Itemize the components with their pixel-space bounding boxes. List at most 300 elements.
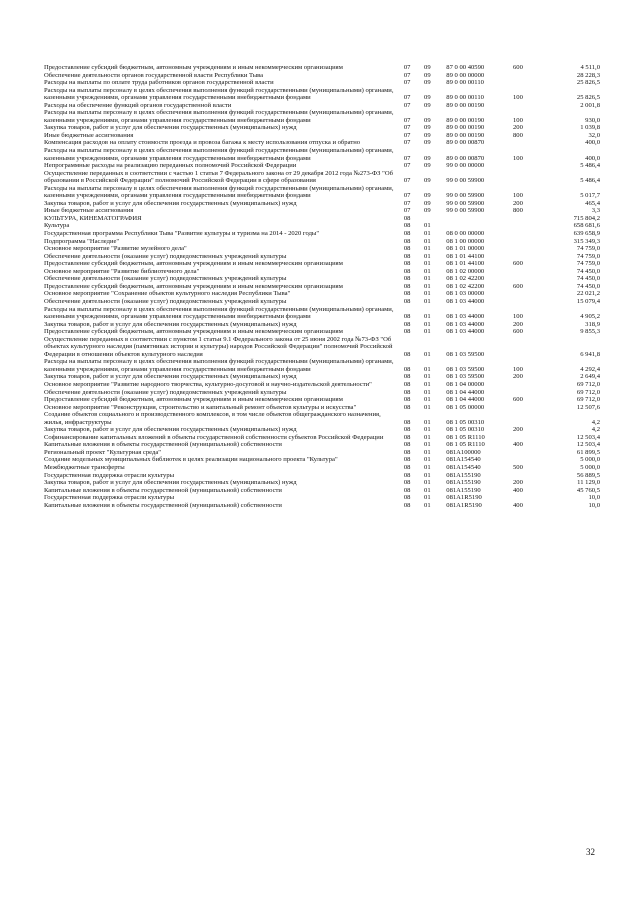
row-section: 08 bbox=[403, 388, 411, 396]
row-amount: 10,0 bbox=[588, 494, 600, 502]
row-section: 08 bbox=[403, 426, 411, 434]
row-target-article: 08 1 05 00310 bbox=[446, 418, 485, 426]
table-row bbox=[44, 336, 604, 359]
row-subsection: 01 bbox=[424, 388, 431, 396]
row-subsection: 01 bbox=[424, 479, 431, 487]
budget-document bbox=[44, 64, 604, 509]
row-expense-type bbox=[513, 381, 543, 389]
row-subsection: 01 bbox=[424, 290, 431, 298]
row-description: Закупка товаров, работ и услуг для обеспечения государственных (муниципальных) нужд bbox=[44, 479, 297, 487]
row-amount: 25 826,5 bbox=[576, 79, 600, 87]
row-description: Расходы на выплаты персоналу в целях обеспечения выполнения функций государственными (муниципальными) органами, казенными учреждениями, органами управления государственными внебюджетными фондами bbox=[44, 147, 394, 162]
row-section: 07 bbox=[403, 177, 411, 185]
row-target-article: 081A154540 bbox=[446, 463, 481, 471]
row-description: Закупка товаров, работ и услуг для обеспечения государственных (муниципальных) нужд bbox=[44, 124, 297, 132]
row-description: Непрограммные расходы на реализацию переданных полномочий Российской Федерации bbox=[44, 162, 297, 170]
row-expense-type: 100 bbox=[512, 313, 523, 321]
row-amount: 4,2 bbox=[591, 426, 600, 434]
row-subsection: 01 bbox=[424, 350, 431, 358]
row-section: 07 bbox=[403, 199, 411, 207]
table-row bbox=[44, 185, 604, 200]
row-description: Основное мероприятие "Реконструкция, строительство и капитальный ремонт объектов культуры и искусства" bbox=[44, 403, 357, 411]
row-amount: 5 486,4 bbox=[580, 162, 600, 170]
row-subsection: 01 bbox=[424, 501, 431, 509]
row-target-article: 081A1R5190 bbox=[446, 494, 482, 502]
row-expense-type: 600 bbox=[512, 260, 523, 268]
row-section: 07 bbox=[403, 94, 411, 102]
row-description: Софинансирование капитальных вложений в объекты государственной собственности субъектов Российской Федерации bbox=[44, 433, 384, 441]
row-section: 08 bbox=[403, 237, 411, 245]
row-target-article: 89 0 00 00190 bbox=[446, 116, 485, 124]
table-row bbox=[44, 472, 604, 480]
row-expense-type: 100 bbox=[512, 192, 523, 200]
row-section: 08 bbox=[403, 380, 411, 388]
row-section: 07 bbox=[403, 116, 411, 124]
row-section: 08 bbox=[403, 350, 411, 358]
row-subsection: 01 bbox=[424, 486, 431, 494]
table-row bbox=[44, 207, 604, 215]
row-target-article: 08 1 02 42200 bbox=[446, 275, 485, 283]
table-row bbox=[44, 290, 604, 298]
row-target-article: 08 1 04 44000 bbox=[446, 396, 485, 404]
row-expense-type: 600 bbox=[512, 328, 523, 336]
row-subsection: 09 bbox=[424, 131, 431, 139]
table-row bbox=[44, 64, 604, 72]
row-section: 08 bbox=[403, 471, 411, 479]
table-row bbox=[44, 306, 604, 321]
row-section: 08 bbox=[403, 396, 411, 404]
row-description: КУЛЬТУРА, КИНЕМАТОГРАФИЯ bbox=[44, 214, 142, 222]
row-target-article: 08 1 03 59500 bbox=[446, 365, 485, 373]
row-amount: 45 760,5 bbox=[576, 486, 600, 494]
row-target-article: 08 0 00 00000 bbox=[446, 230, 485, 238]
table-row bbox=[44, 139, 604, 147]
row-description: Создание объектов социального и производственного комплексов, в том числе объектов общегражданского назначения, жилья, инфраструктуры bbox=[44, 411, 381, 426]
row-target-article: 081A155190 bbox=[446, 479, 481, 487]
row-expense-type bbox=[513, 215, 543, 223]
row-expense-type: 200 bbox=[512, 426, 523, 434]
row-subsection: 01 bbox=[424, 237, 431, 245]
row-section: 07 bbox=[403, 162, 411, 170]
row-expense-type: 600 bbox=[512, 396, 523, 404]
row-target-article: 081A155190 bbox=[446, 486, 481, 494]
row-description: Предоставление субсидий бюджетным, автономным учреждениям и иным некоммерческим организациям bbox=[44, 328, 343, 336]
row-amount: 61 899,5 bbox=[576, 448, 600, 456]
row-expense-type bbox=[513, 238, 543, 246]
row-amount: 318,9 bbox=[585, 320, 600, 328]
row-subsection: 09 bbox=[424, 124, 431, 132]
row-target-article: 87 0 00 40590 bbox=[446, 64, 485, 71]
row-section: 07 bbox=[403, 124, 411, 132]
row-subsection: 01 bbox=[424, 275, 431, 283]
row-expense-type bbox=[513, 336, 543, 359]
row-subsection: 01 bbox=[424, 426, 431, 434]
row-target-article: 08 1 00 00000 bbox=[446, 237, 485, 245]
row-section: 08 bbox=[403, 418, 411, 426]
row-subsection: 01 bbox=[424, 471, 431, 479]
row-subsection: 09 bbox=[424, 71, 431, 79]
row-description: Предоставление субсидий бюджетным, автономным учреждениям и иным некоммерческим организациям bbox=[44, 396, 343, 404]
row-description: Иные бюджетные ассигнования bbox=[44, 131, 134, 139]
row-subsection: 01 bbox=[424, 245, 431, 253]
row-description: Обеспечение деятельности (оказание услуг) подведомственных учреждений культуры bbox=[44, 252, 287, 260]
row-description: Региональный проект "Культурная среда" bbox=[44, 448, 161, 456]
table-row bbox=[44, 404, 604, 412]
table-row bbox=[44, 283, 604, 291]
row-target-article: 89 0 00 00110 bbox=[446, 79, 484, 87]
row-description: Расходы на выплаты персоналу в целях обеспечения выполнения функций государственными (муниципальными) органами, казенными учреждениями, органами управления государственными внебюджетными фондами bbox=[44, 305, 394, 321]
row-section: 08 bbox=[403, 282, 411, 290]
row-description: Основное мероприятие "Развитие народного творчества, культурно-досуговой и научно-издательской деятельности" bbox=[44, 380, 372, 388]
row-section: 08 bbox=[403, 373, 411, 381]
row-description: Капитальные вложения в объекты государственной (муниципальной) собственности bbox=[44, 441, 282, 449]
row-expense-type bbox=[513, 230, 543, 238]
row-expense-type bbox=[513, 494, 543, 502]
row-target-article: 08 1 02 00000 bbox=[446, 267, 485, 275]
row-expense-type bbox=[513, 268, 543, 276]
row-amount: 12 507,6 bbox=[576, 403, 600, 411]
row-description: Капитальные вложения в объекты государственной (муниципальной) собственности bbox=[44, 486, 282, 494]
table-row bbox=[44, 170, 604, 185]
row-description: Предоставление субсидий бюджетным, автономным учреждениям и иным некоммерческим организациям bbox=[44, 282, 343, 290]
table-row bbox=[44, 102, 604, 110]
row-target-article: 08 1 03 44000 bbox=[446, 297, 485, 305]
row-subsection: 01 bbox=[424, 380, 431, 388]
row-amount: 400,0 bbox=[585, 139, 600, 147]
row-subsection: 01 bbox=[424, 297, 431, 305]
row-subsection: 09 bbox=[424, 79, 431, 87]
row-section: 07 bbox=[403, 79, 411, 87]
row-subsection: 01 bbox=[424, 260, 431, 268]
table-row bbox=[44, 479, 604, 487]
row-section: 08 bbox=[403, 230, 411, 238]
row-amount: 5 486,4 bbox=[580, 177, 600, 185]
row-section: 08 bbox=[403, 456, 411, 464]
row-amount: 74 759,0 bbox=[576, 245, 600, 253]
row-subsection: 01 bbox=[424, 365, 431, 373]
row-section: 08 bbox=[403, 403, 411, 411]
row-amount: 4 511,0 bbox=[580, 64, 600, 71]
row-subsection: 01 bbox=[424, 403, 431, 411]
row-amount: 2 649,4 bbox=[580, 373, 600, 381]
table-row bbox=[44, 268, 604, 276]
row-subsection: 09 bbox=[424, 139, 431, 147]
table-row bbox=[44, 494, 604, 502]
row-amount: 658 681,6 bbox=[573, 222, 600, 230]
row-section: 08 bbox=[403, 275, 411, 283]
row-description: Государственная программа Республики Тыва "Развитие культуры и туризма на 2014 - 2020 годы" bbox=[44, 230, 320, 238]
row-description: Основное мероприятие "Развитие библиотечного дела" bbox=[44, 267, 200, 275]
row-target-article: 99 0 00 00000 bbox=[446, 162, 485, 170]
row-amount: 74 450,0 bbox=[576, 282, 600, 290]
row-subsection: 09 bbox=[424, 162, 431, 170]
row-subsection: 09 bbox=[424, 94, 431, 102]
row-expense-type bbox=[513, 72, 543, 80]
table-row bbox=[44, 132, 604, 140]
row-amount: 28 228,3 bbox=[576, 71, 600, 79]
row-target-article: 081A155190 bbox=[446, 471, 481, 479]
row-section: 08 bbox=[403, 501, 411, 509]
row-target-article: 08 1 01 44100 bbox=[446, 260, 485, 268]
row-description: Осуществление переданных в соответствии с частью 1 статьи 7 Федерального закона от 29 декабря 2012 года №273-ФЗ "Об образовании в Российской Федерации" полномочий Российской Федерации в сфере образования bbox=[44, 169, 393, 185]
row-target-article: 08 1 01 44100 bbox=[446, 252, 485, 260]
row-subsection: 01 bbox=[424, 463, 431, 471]
row-amount: 56 889,5 bbox=[576, 471, 600, 479]
row-subsection bbox=[424, 215, 446, 223]
table-row bbox=[44, 441, 604, 449]
row-description: Иные бюджетные ассигнования bbox=[44, 207, 134, 215]
row-description: Предоставление субсидий бюджетным, автономным учреждениям и иным некоммерческим организациям bbox=[44, 64, 343, 71]
row-expense-type bbox=[513, 404, 543, 412]
row-amount: 69 712,0 bbox=[576, 396, 600, 404]
row-subsection: 01 bbox=[424, 320, 431, 328]
table-row bbox=[44, 381, 604, 389]
row-subsection: 01 bbox=[424, 313, 431, 321]
row-target-article: 99 0 00 59900 bbox=[446, 199, 485, 207]
row-target-article bbox=[446, 215, 513, 223]
row-amount: 10,0 bbox=[588, 501, 600, 509]
row-expense-type: 200 bbox=[512, 124, 523, 132]
row-amount: 9 855,3 bbox=[580, 328, 600, 336]
page-number: 32 bbox=[586, 847, 595, 857]
row-section: 08 bbox=[403, 494, 411, 502]
row-section: 08 bbox=[403, 320, 411, 328]
row-amount: 69 712,0 bbox=[576, 388, 600, 396]
row-expense-type: 600 bbox=[512, 282, 523, 290]
row-amount: 12 503,4 bbox=[576, 433, 600, 441]
row-description: Закупка товаров, работ и услуг для обеспечения государственных (муниципальных) нужд bbox=[44, 199, 297, 207]
row-target-article: 08 1 03 44000 bbox=[446, 320, 485, 328]
row-expense-type: 100 bbox=[512, 154, 523, 162]
row-target-article: 08 1 03 59500 bbox=[446, 350, 485, 358]
row-amount: 6 941,8 bbox=[580, 350, 600, 358]
row-target-article: 08 1 05 R1110 bbox=[446, 433, 485, 441]
row-target-article: 08 1 03 44000 bbox=[446, 328, 485, 336]
budget-table-body bbox=[44, 64, 604, 509]
row-description: Закупка товаров, работ и услуг для обеспечения государственных (муниципальных) нужд bbox=[44, 426, 297, 434]
row-description: Подпрограмма "Наследие" bbox=[44, 237, 120, 245]
row-subsection: 01 bbox=[424, 456, 431, 464]
table-row bbox=[44, 373, 604, 381]
row-expense-type: 100 bbox=[512, 365, 523, 373]
row-expense-type bbox=[513, 434, 543, 442]
budget-table bbox=[44, 64, 604, 509]
row-subsection: 09 bbox=[424, 101, 431, 109]
row-description: Расходы на выплаты по оплате труда работников органов государственной власти bbox=[44, 79, 274, 87]
row-target-article: 89 0 00 00000 bbox=[446, 71, 485, 79]
table-row bbox=[44, 434, 604, 442]
row-amount: 465,4 bbox=[585, 199, 600, 207]
table-row bbox=[44, 162, 604, 170]
table-row bbox=[44, 358, 604, 373]
row-expense-type bbox=[513, 222, 543, 230]
row-section: 07 bbox=[403, 207, 411, 215]
row-section: 08 bbox=[403, 328, 411, 336]
table-row bbox=[44, 72, 604, 80]
table-row bbox=[44, 487, 604, 495]
row-section: 08 bbox=[403, 479, 411, 487]
table-row bbox=[44, 87, 604, 102]
row-amount: 2 001,8 bbox=[580, 101, 600, 109]
row-description: Основное мероприятие "Сохранение объектов культурного наследия Республики Тыва" bbox=[44, 290, 291, 298]
row-amount: 11 129,0 bbox=[577, 479, 600, 487]
row-section: 08 bbox=[403, 267, 411, 275]
table-row bbox=[44, 79, 604, 87]
row-target-article: 89 0 00 00190 bbox=[446, 124, 485, 132]
row-subsection: 01 bbox=[424, 396, 431, 404]
table-row bbox=[44, 124, 604, 132]
row-section: 07 bbox=[403, 154, 411, 162]
row-amount: 74 759,0 bbox=[576, 260, 600, 268]
row-subsection: 01 bbox=[424, 433, 431, 441]
row-expense-type: 100 bbox=[512, 116, 523, 124]
row-section: 08 bbox=[403, 290, 411, 298]
row-amount: 930,0 bbox=[585, 116, 600, 124]
row-section: 08 bbox=[403, 365, 411, 373]
row-expense-type: 800 bbox=[512, 207, 523, 215]
row-amount: 74 450,0 bbox=[576, 275, 600, 283]
table-row bbox=[44, 109, 604, 124]
row-section: 07 bbox=[403, 71, 411, 79]
table-row bbox=[44, 230, 604, 238]
table-row bbox=[44, 298, 604, 306]
row-target-article: 081A100000 bbox=[446, 448, 481, 456]
row-description: Расходы на выплаты персоналу в целях обеспечения выполнения функций государственными (муниципальными) органами, казенными учреждениями, органами управления государственными внебюджетными фондами bbox=[44, 358, 394, 373]
row-subsection: 01 bbox=[424, 373, 431, 381]
row-amount: 22 021,2 bbox=[576, 290, 600, 298]
row-target-article: 08 1 05 R1110 bbox=[446, 441, 485, 449]
row-expense-type: 800 bbox=[512, 131, 523, 139]
row-section: 08 bbox=[403, 222, 411, 230]
row-description: Расходы на выплаты персоналу в целях обеспечения выполнения функций государственными (муниципальными) органами, казенными учреждениями, органами управления государственными внебюджетными фондами bbox=[44, 86, 394, 102]
table-row bbox=[44, 200, 604, 208]
row-target-article: 99 0 00 59900 bbox=[446, 177, 485, 185]
row-section: 07 bbox=[403, 101, 411, 109]
row-amount: 25 826,5 bbox=[576, 94, 600, 102]
row-section: 08 bbox=[403, 441, 411, 449]
row-subsection: 01 bbox=[424, 267, 431, 275]
row-amount: 4 292,4 bbox=[580, 365, 600, 373]
table-row bbox=[44, 260, 604, 268]
row-expense-type: 200 bbox=[512, 199, 523, 207]
row-expense-type bbox=[513, 298, 543, 306]
row-expense-type bbox=[513, 275, 543, 283]
row-target-article: 081A1R5190 bbox=[446, 501, 482, 509]
row-subsection: 09 bbox=[424, 64, 431, 71]
table-row bbox=[44, 321, 604, 329]
row-target-article: 08 1 02 42200 bbox=[446, 282, 485, 290]
row-description: Культура bbox=[44, 222, 70, 230]
row-expense-type: 200 bbox=[512, 373, 523, 381]
row-subsection: 09 bbox=[424, 116, 431, 124]
row-amount: 3,3 bbox=[591, 207, 600, 215]
table-row bbox=[44, 147, 604, 162]
row-target-article: 89 0 00 00110 bbox=[446, 94, 484, 102]
row-amount: 4,2 bbox=[591, 418, 600, 426]
row-description: Основное мероприятие "Развитие музейного дела" bbox=[44, 245, 187, 253]
row-description: Расходы на обеспечение функций органов государственной власти bbox=[44, 101, 232, 109]
row-expense-type bbox=[513, 411, 543, 426]
row-subsection: 01 bbox=[424, 441, 431, 449]
table-row bbox=[44, 502, 604, 510]
row-target-article: 08 1 03 44000 bbox=[446, 313, 485, 321]
row-subsection: 01 bbox=[424, 282, 431, 290]
row-section: 07 bbox=[403, 64, 411, 71]
table-row bbox=[44, 396, 604, 404]
row-target-article: 081A154540 bbox=[446, 456, 481, 464]
row-description: Капитальные вложения в объекты государственной (муниципальной) собственности bbox=[44, 501, 282, 509]
table-row bbox=[44, 464, 604, 472]
row-target-article: 89 0 00 00870 bbox=[446, 139, 485, 147]
row-expense-type bbox=[513, 449, 543, 457]
row-subsection: 01 bbox=[424, 230, 431, 238]
row-expense-type: 400 bbox=[512, 441, 523, 449]
row-amount: 74 450,0 bbox=[576, 267, 600, 275]
row-description: Обеспечение деятельности (оказание услуг) подведомственных учреждений культуры bbox=[44, 297, 287, 305]
row-section: 07 bbox=[403, 131, 411, 139]
table-row bbox=[44, 426, 604, 434]
table-row bbox=[44, 275, 604, 283]
table-row bbox=[44, 328, 604, 336]
table-row bbox=[44, 215, 604, 223]
table-row bbox=[44, 456, 604, 464]
row-subsection: 01 bbox=[424, 222, 431, 230]
row-amount: 32,0 bbox=[588, 131, 600, 139]
row-subsection: 01 bbox=[424, 494, 431, 502]
row-expense-type bbox=[513, 79, 543, 87]
row-expense-type: 400 bbox=[512, 486, 523, 494]
row-description: Обеспечение деятельности (оказание услуг) подведомственных учреждений культуры bbox=[44, 275, 287, 283]
row-amount: 715 804,2 bbox=[573, 214, 600, 222]
row-description: Закупка товаров, работ и услуг для обеспечения государственных (муниципальных) нужд bbox=[44, 373, 297, 381]
row-target-article: 89 0 00 00870 bbox=[446, 154, 485, 162]
row-subsection: 01 bbox=[424, 328, 431, 336]
row-amount: 5 000,0 bbox=[580, 463, 600, 471]
row-subsection: 01 bbox=[424, 448, 431, 456]
row-section: 07 bbox=[403, 192, 411, 200]
row-expense-type: 400 bbox=[512, 501, 523, 509]
row-amount: 69 712,0 bbox=[576, 380, 600, 388]
row-expense-type bbox=[513, 139, 543, 147]
row-expense-type: 500 bbox=[512, 463, 523, 471]
row-expense-type bbox=[513, 102, 543, 110]
row-amount: 74 759,0 bbox=[576, 252, 600, 260]
row-target-article bbox=[446, 222, 513, 230]
row-target-article: 08 1 03 59500 bbox=[446, 373, 485, 381]
row-description: Обеспечение деятельности (оказание услуг) подведомственных учреждений культуры bbox=[44, 388, 287, 396]
row-expense-type bbox=[513, 245, 543, 253]
row-subsection: 01 bbox=[424, 252, 431, 260]
row-amount: 5 000,0 bbox=[580, 456, 600, 464]
row-section: 08 bbox=[403, 486, 411, 494]
row-expense-type bbox=[513, 290, 543, 298]
row-subsection: 09 bbox=[424, 177, 431, 185]
row-amount: 5 017,7 bbox=[580, 192, 600, 200]
row-description: Осуществление переданных в соответствии с пунктом 1 статьи 9.1 Федерального закона от 25 июня 2002 года №73-ФЗ "Об объектах культурного наследия (памятниках истории и культуры) народов Российской Федерации" полномочий Российской Федерации в отношении объектов культурного наследия bbox=[44, 335, 393, 358]
row-target-article: 89 0 00 00190 bbox=[446, 101, 485, 109]
table-row bbox=[44, 222, 604, 230]
row-description: Государственная поддержка отрасли культуры bbox=[44, 471, 175, 479]
table-row bbox=[44, 449, 604, 457]
row-expense-type: 200 bbox=[512, 320, 523, 328]
table-row bbox=[44, 238, 604, 246]
row-section: 07 bbox=[403, 139, 411, 147]
row-expense-type bbox=[513, 170, 543, 185]
row-expense-type bbox=[513, 162, 543, 170]
row-description: Предоставление субсидий бюджетным, автономным учреждениям и иным некоммерческим организациям bbox=[44, 260, 343, 268]
row-description: Компенсация расходов на оплату стоимости проезда и провоза багажа к месту использования отпуска и обратно bbox=[44, 139, 361, 147]
row-expense-type bbox=[513, 253, 543, 261]
